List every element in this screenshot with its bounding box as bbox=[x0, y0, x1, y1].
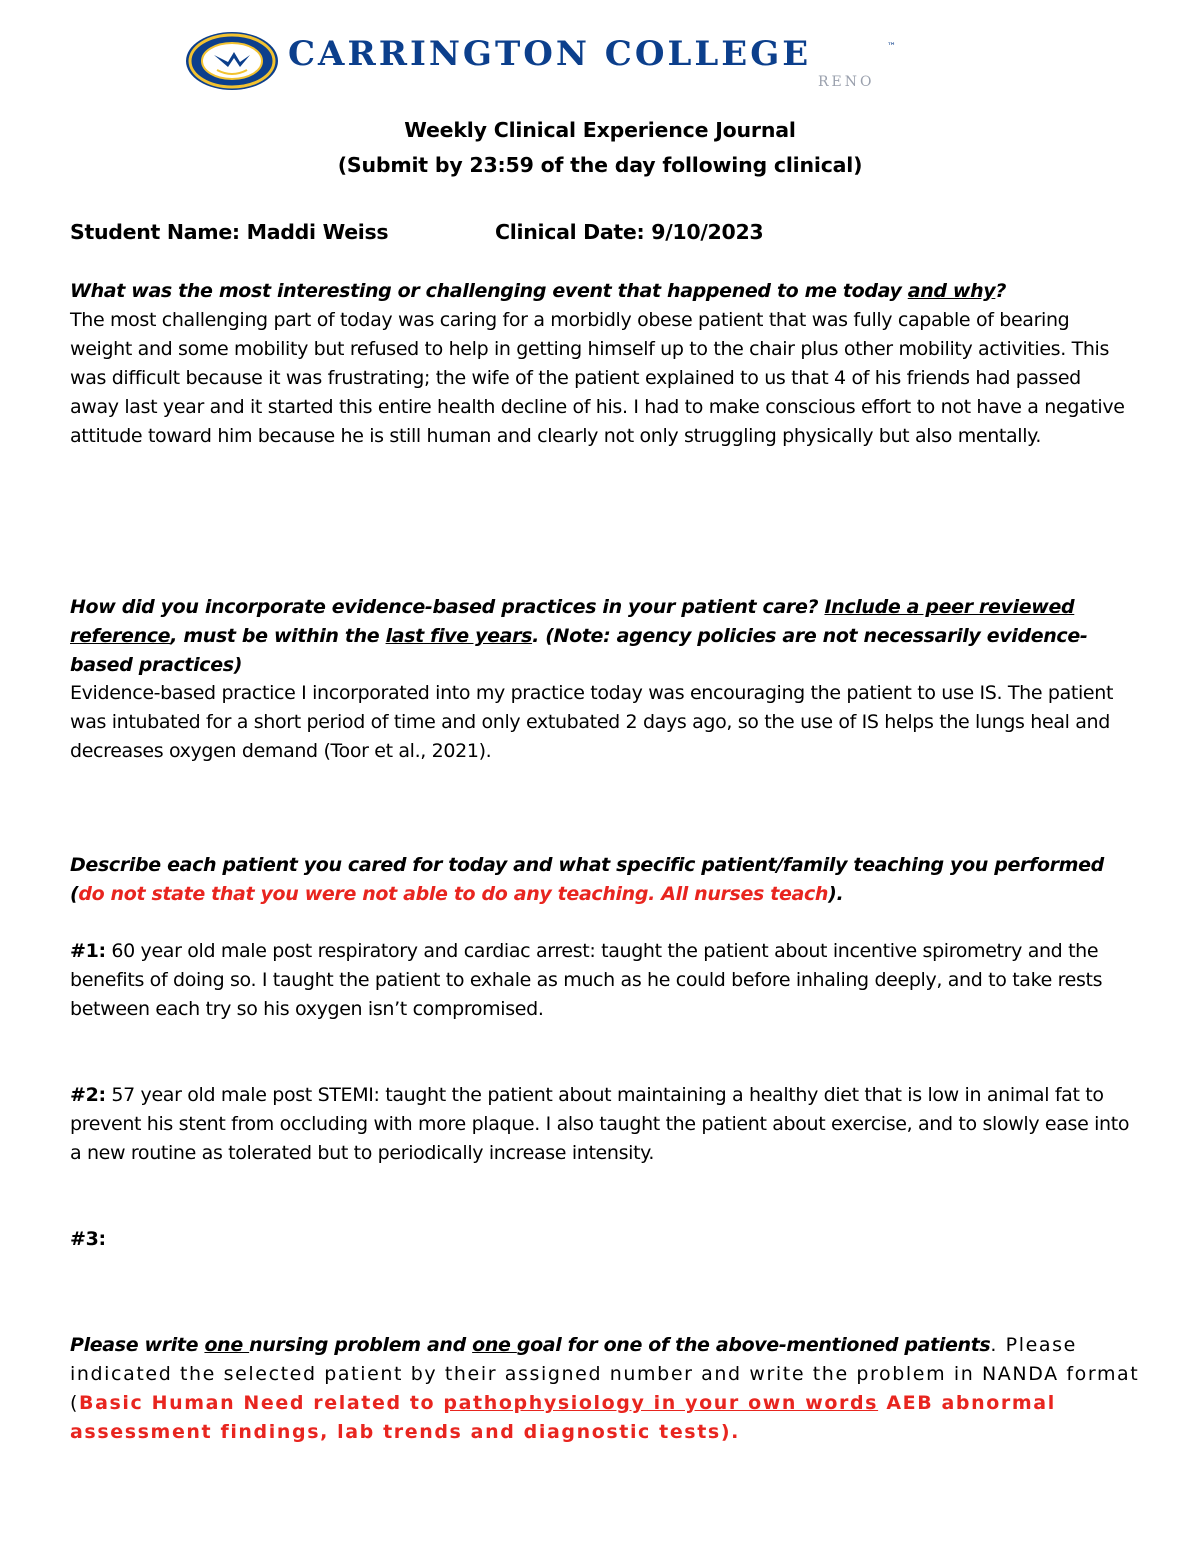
patient-2-text: 57 year old male post STEMI: taught the patient about maintaining a healthy diet that is low in animal fat to prevent his stent from occluding with more plaque. I also taught the patient about exercise, and to slowly ease into a new routine as tolerated but to periodically increase intensity. bbox=[70, 1084, 1130, 1164]
student-info-row bbox=[70, 220, 1140, 244]
student-name-value: Maddi Weiss bbox=[246, 220, 389, 244]
question-4-instructions: . Please indicated the selected patient by their assigned number and write the problem in NANDA format ( bbox=[70, 1334, 1140, 1414]
student-name-label: Student Name: bbox=[70, 220, 240, 244]
question-4-red-end: ). bbox=[720, 1421, 740, 1443]
question-3-prompt-text: Describe each patient you cared for today and what specific patient/family teaching you performed ( bbox=[70, 854, 1104, 905]
question-4-red-underlined: pathophysiology in your own words bbox=[443, 1392, 879, 1414]
question-4-text-b: nursing problem and bbox=[249, 1334, 473, 1356]
patient-1-text: 60 year old male post respiratory and cardiac arrest: taught the patient about incentive spirometry and the benefits of doing so. I taught the patient to exhale as much as he could before inhaling deeply, and to take rests between each try so his oxygen isn’t compromised. bbox=[70, 940, 1103, 1020]
question-4-prompt-main bbox=[70, 1334, 990, 1356]
submission-deadline: (Submit by 23:59 of the day following clinical) bbox=[337, 153, 863, 177]
question-3-prompt-end: ). bbox=[828, 883, 844, 905]
question-3-prompt bbox=[70, 851, 1135, 909]
question-2-prompt-reference: Include a peer reviewed reference bbox=[70, 596, 1075, 647]
patient-2-entry bbox=[70, 1081, 1135, 1168]
question-3-prompt-red: do not state that you were not able to do any teaching. All nurses teach bbox=[78, 883, 829, 905]
question-2-prompt-text: How did you incorporate evidence-based practices in your patient care? bbox=[70, 596, 825, 618]
question-4-text-a: Please write bbox=[70, 1334, 205, 1356]
college-logo bbox=[184, 30, 904, 92]
question-2-prompt-text-2: , must be within the bbox=[170, 625, 386, 647]
trademark-mark: ™ bbox=[887, 42, 896, 52]
question-2-answer: Evidence-based practice I incorporated into my practice today was encouraging the patient to use IS. The patient was intubated for a short period of time and only extubated 2 days ago, so the use of IS helps the lungs heal and decreases oxygen demand (Toor et al., 2021). bbox=[70, 682, 1114, 762]
question-4-prompt bbox=[70, 1331, 1140, 1447]
question-1-prompt-end: ? bbox=[995, 280, 1007, 302]
question-4-underlined-one: one bbox=[204, 1334, 250, 1356]
patient-1-label: #1: bbox=[70, 940, 106, 962]
college-seal-icon bbox=[184, 30, 280, 92]
question-4-red-text-b: AEB abnormal assessment findings, lab trends and diagnostic tests bbox=[70, 1392, 1056, 1443]
question-4-text-c: goal for one of the above-mentioned patients bbox=[516, 1334, 991, 1356]
patient-3-entry bbox=[70, 1225, 1135, 1254]
question-1-prompt-underlined: and why bbox=[907, 280, 996, 302]
question-1-answer: The most challenging part of today was caring for a morbidly obese patient that was fully capable of bearing weight and some mobility but refused to help in getting himself up to the chair plus other mobility activities. This was difficult because it was frustrating; the wife of the patient explained to us that 4 of his friends had passed away last year and it started this entire health decline of his. I had to make conscious effort to not have a negative attitude toward him because he is still human and clearly not only struggling physically but also mentally. bbox=[70, 309, 1125, 447]
patient-3-label: #3: bbox=[70, 1228, 106, 1250]
campus-name: RENO bbox=[818, 74, 875, 90]
question-1-prompt-text: What was the most interesting or challenging event that happened to me today bbox=[70, 280, 908, 302]
clinical-date-label: Clinical Date: bbox=[495, 220, 645, 244]
journal-title: Weekly Clinical Experience Journal bbox=[404, 118, 796, 142]
patient-2-label: #2: bbox=[70, 1084, 106, 1106]
clinical-date-value: 9/10/2023 bbox=[651, 220, 764, 244]
clinical-date-field bbox=[495, 220, 763, 244]
patient-1-entry bbox=[70, 937, 1135, 1024]
question-2-prompt bbox=[70, 593, 1135, 680]
question-4-red-text-a: Basic Human Need related to bbox=[79, 1392, 444, 1414]
question-2-prompt-years: last five years bbox=[385, 625, 533, 647]
question-1-prompt bbox=[70, 280, 1006, 302]
question-1 bbox=[70, 277, 1135, 451]
question-2-prompt-note: . (Note: agency policies are not necessarily evidence-based practices) bbox=[70, 625, 1088, 676]
college-name: CARRINGTON COLLEGE bbox=[288, 34, 812, 74]
question-4-underlined-one-2: one bbox=[472, 1334, 517, 1356]
